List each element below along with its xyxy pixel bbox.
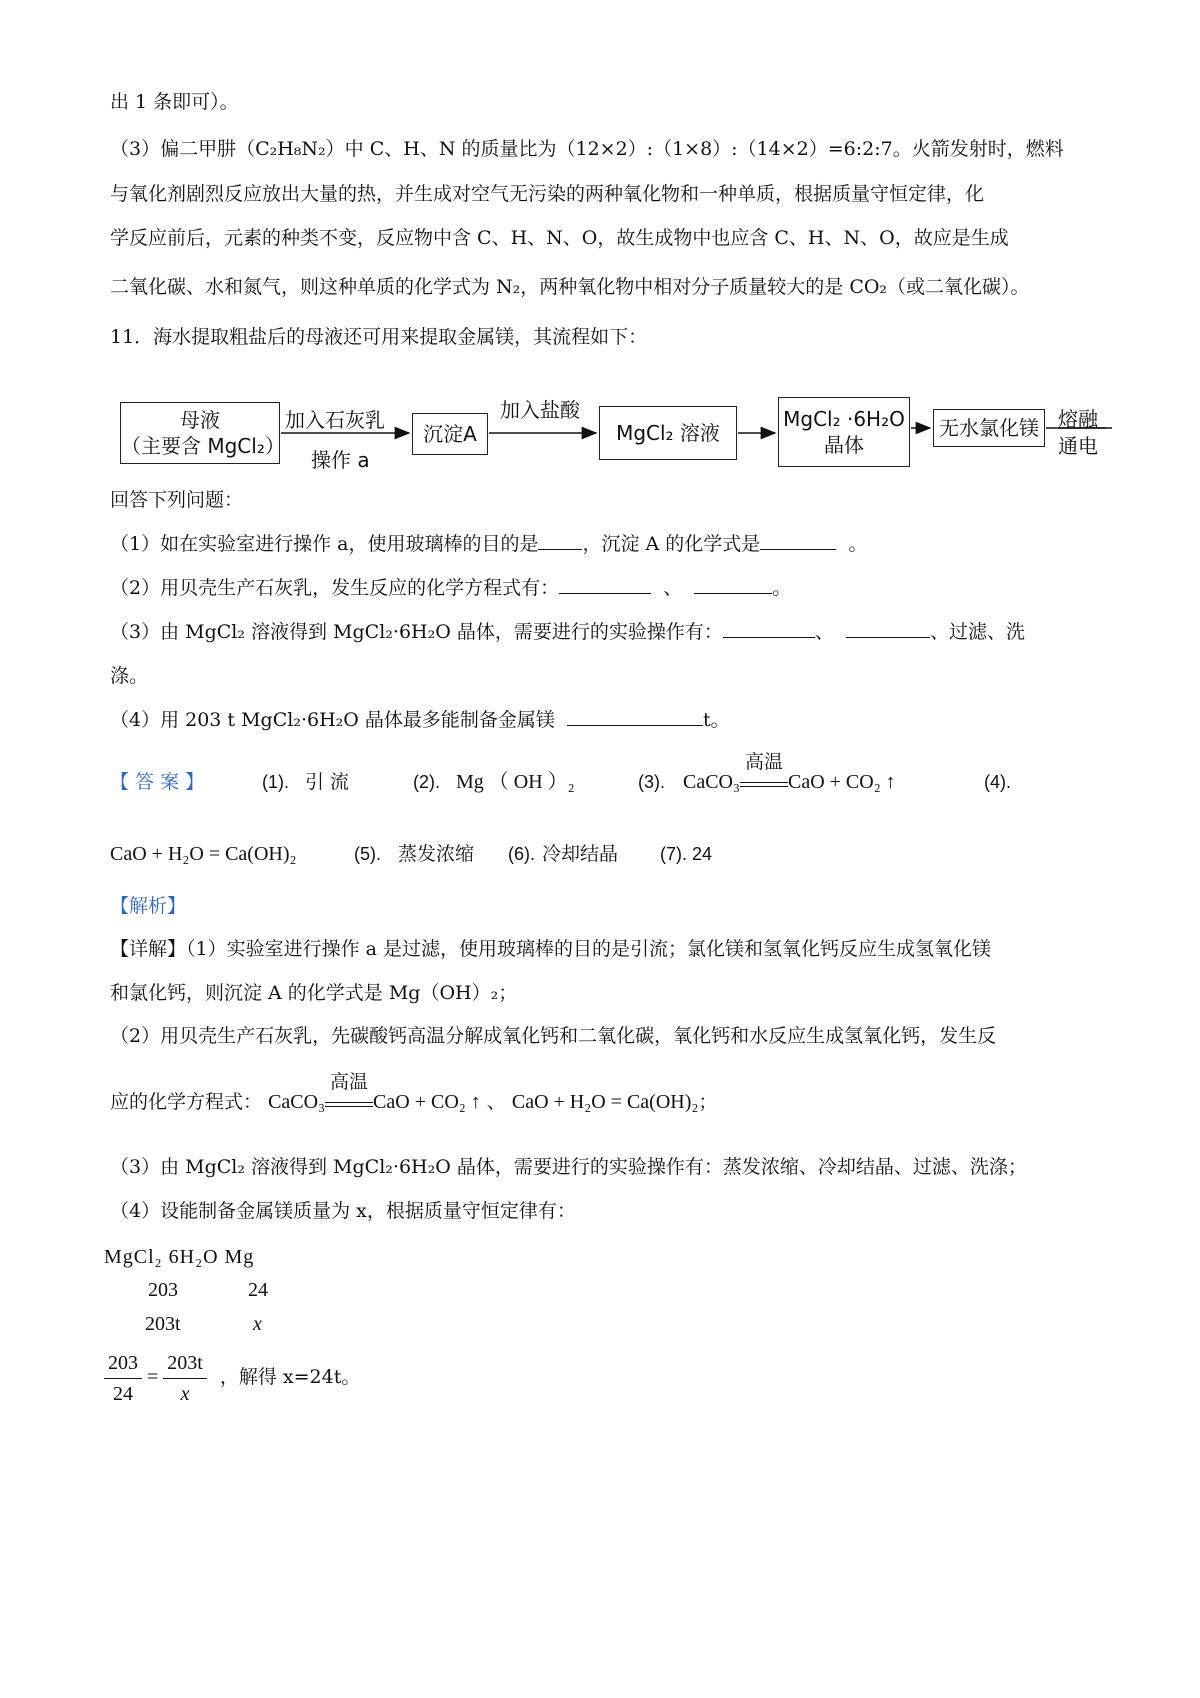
q2-blank-2[interactable] bbox=[694, 575, 772, 594]
flow-box-mother-liquor-note: （主要含 MgCl₂） bbox=[121, 434, 285, 458]
answer-6: 冷却结晶 bbox=[542, 843, 619, 865]
calc-molar-mass-mgcl2: 203 bbox=[148, 1279, 178, 1301]
analysis-equation-2: CaO + H₂O = Ca(OH)₂ bbox=[511, 1091, 699, 1113]
fraction-2-numerator: 203t bbox=[163, 1348, 207, 1379]
question-part-2 bbox=[110, 574, 791, 602]
prev-answer-line-5: 二氧化碳、水和氮气，则这种单质的化学式为 N₂，两种氧化物中相对分子质量较大的是 CO₂（或二氧化碳）。 bbox=[110, 276, 1030, 298]
answer-3-right: CaO + CO₂ ↑ bbox=[787, 771, 896, 793]
calc-molar-mass-mg: 24 bbox=[248, 1279, 268, 1301]
analysis-eq1-equals-sign bbox=[325, 1072, 373, 1113]
question-part-3 bbox=[110, 618, 1025, 646]
answer-4-equation: CaO + H₂O = Ca(OH)₂ bbox=[110, 843, 297, 865]
answer-3-equation bbox=[683, 752, 896, 796]
q3-text-a: （3）由 MgCl₂ 溶液得到 MgCl₂·6H₂O 晶体，需要进行的实验操作有： bbox=[110, 621, 723, 643]
fraction-1-denominator: 24 bbox=[113, 1383, 133, 1405]
q4-blank[interactable] bbox=[567, 707, 703, 726]
q3-blank-1[interactable] bbox=[723, 619, 815, 638]
prev-answer-line-3: 与氧化剂剧烈反应放出大量的热，并生成对空气无污染的两种氧化物和一种单质，根据质量守恒定律，化 bbox=[110, 183, 985, 205]
answer-7: (7). 24 bbox=[660, 844, 713, 864]
analysis-label: 【解析】 bbox=[110, 895, 187, 917]
analysis-eq1-condition: 高温 bbox=[330, 1072, 369, 1094]
prev-answer-line-2: （3）偏二甲肼（C₂H₈N₂）中 C、H、N 的质量比为（12×2）:（1×8）:（14×2）=6:2:7。火箭发射时，燃料 bbox=[110, 138, 1064, 160]
flow-box-precipitate-a-label: 沉淀A bbox=[423, 422, 477, 446]
q2-text-a: （2）用贝壳生产石灰乳，发生反应的化学方程式有： bbox=[110, 577, 560, 599]
answer-2: Mg （ OH ）₂ bbox=[456, 771, 575, 793]
analysis-part-1-text: （1）实验室进行操作 a 是过滤，使用玻璃棒的目的是引流；氯化镁和氢氧化钙反应生成氢氧化镁 bbox=[186, 938, 992, 960]
flow-box-mgcl2-solution-label: MgCl₂ 溶液 bbox=[616, 421, 720, 445]
answer-row bbox=[110, 752, 1070, 796]
answer-3-equals-sign bbox=[740, 752, 788, 793]
calc-proportion bbox=[104, 1348, 360, 1409]
flow-box-mgcl2-solution bbox=[599, 406, 737, 460]
prev-answer-line-1: 出 1 条即可）。 bbox=[110, 91, 239, 113]
q1-text-a: （1）如在实验室进行操作 a，使用玻璃棒的目的是 bbox=[110, 533, 539, 555]
answer-num-3: (3). bbox=[638, 772, 665, 792]
answer-5: 蒸发浓缩 bbox=[398, 843, 475, 865]
q2-text-c: 。 bbox=[772, 577, 792, 599]
q2-text-b: 、 bbox=[663, 577, 683, 599]
flow-box-mgcl2-hydrate-crystal-label: 晶体 bbox=[824, 433, 864, 457]
flow-label-electrolysis: 通电 bbox=[1058, 434, 1098, 458]
analysis-detail-label: 【详解】 bbox=[110, 938, 187, 960]
analysis-equation-1 bbox=[268, 1072, 481, 1113]
analysis-eq-end: ； bbox=[698, 1091, 718, 1113]
flow-box-mgcl2-hydrate-formula: MgCl₂ ·6H₂O bbox=[783, 407, 905, 431]
analysis-eq1-right: CaO + CO₂ ↑ bbox=[373, 1091, 481, 1113]
analysis-part-3: （3）由 MgCl₂ 溶液得到 MgCl₂·6H₂O 晶体，需要进行的实验操作有：蒸发浓缩、冷却结晶、过滤、洗涤； bbox=[110, 1156, 1027, 1178]
answer-label: 【 答 案 】 bbox=[110, 771, 205, 793]
flow-label-operation-a: 操作 a bbox=[311, 448, 370, 472]
answer-num-6: (6). bbox=[508, 844, 535, 864]
answer-num-5: (5). bbox=[354, 844, 381, 864]
flow-box-mother-liquor bbox=[120, 402, 285, 464]
answer-3-left: CaCO₃ bbox=[683, 771, 740, 793]
flow-label-add-lime-milk: 加入石灰乳 bbox=[285, 408, 385, 432]
analysis-part-1-cont: 和氯化钙，则沉淀 A 的化学式是 Mg（OH）₂； bbox=[110, 982, 518, 1004]
q3-text-b: 、 bbox=[814, 621, 834, 643]
analysis-part-2-pre: 应的化学方程式： bbox=[110, 1091, 263, 1113]
calc-given-mass: 203t bbox=[145, 1313, 181, 1335]
fraction-1-numerator: 203 bbox=[104, 1348, 142, 1379]
flow-box-anhydrous-mgcl2-label: 无水氯化镁 bbox=[939, 416, 1039, 440]
flow-box-mother-liquor-title: 母液 bbox=[180, 408, 220, 432]
flow-box-mgcl2-hydrate-crystal bbox=[778, 397, 910, 467]
calc-relation-row: MgCl₂ 6H₂O Mg bbox=[104, 1246, 255, 1268]
fraction-1 bbox=[104, 1348, 142, 1409]
q1-blank-1[interactable] bbox=[538, 531, 582, 550]
analysis-part-1 bbox=[110, 935, 991, 963]
question-prompt: 回答下列问题： bbox=[110, 489, 244, 511]
answer-row-2 bbox=[110, 840, 910, 868]
proportion-equals: = bbox=[147, 1366, 159, 1389]
analysis-part-2-equations bbox=[110, 1072, 718, 1116]
q1-text-c: 。 bbox=[848, 533, 868, 555]
flow-label-melt: 熔融 bbox=[1058, 407, 1098, 431]
analysis-eq1-left: CaCO₃ bbox=[268, 1091, 326, 1113]
answer-3-condition: 高温 bbox=[744, 752, 783, 774]
analysis-part-2: （2）用贝壳生产石灰乳，先碳酸钙高温分解成氧化钙和二氧化碳，氧化钙和水反应生成氢氧化钙，发生反 bbox=[110, 1025, 997, 1047]
fraction-2 bbox=[163, 1348, 207, 1409]
analysis-eq-separator: 、 bbox=[486, 1091, 506, 1113]
answer-num-1: (1). bbox=[262, 772, 289, 792]
q4-text-b: t。 bbox=[702, 709, 730, 731]
answer-num-2: (2). bbox=[413, 772, 440, 792]
q3-blank-2[interactable] bbox=[846, 619, 930, 638]
question-part-4 bbox=[110, 706, 730, 734]
fraction-2-denominator: x bbox=[180, 1383, 190, 1405]
question-stem: 11．海水提取粗盐后的母液还可用来提取金属镁，其流程如下： bbox=[110, 326, 648, 348]
q1-blank-2[interactable] bbox=[760, 531, 836, 550]
analysis-part-4: （4）设能制备金属镁质量为 x，根据质量守恒定律有： bbox=[110, 1200, 576, 1222]
answer-num-4: (4). bbox=[984, 772, 1011, 792]
prev-answer-line-4: 学反应前后，元素的种类不变，反应物中含 C、H、N、O，故生成物中也应含 C、H、N、O，故应是生成 bbox=[110, 227, 1009, 249]
flow-box-anhydrous-mgcl2 bbox=[933, 409, 1045, 447]
q4-text-a: （4）用 203 t MgCl₂·6H₂O 晶体最多能制备金属镁 bbox=[110, 709, 555, 731]
question-part-1 bbox=[110, 530, 867, 558]
q1-text-b: ，沉淀 A 的化学式是 bbox=[582, 533, 761, 555]
flow-box-precipitate-a bbox=[412, 413, 488, 455]
calc-unknown-x: x bbox=[253, 1313, 262, 1335]
calc-result: ，解得 x=24t。 bbox=[219, 1366, 361, 1389]
question-part-3-cont: 涤。 bbox=[110, 665, 149, 687]
q2-blank-1[interactable] bbox=[559, 575, 651, 594]
answer-1: 引 流 bbox=[305, 771, 350, 793]
q3-text-c: 、过滤、洗 bbox=[929, 621, 1025, 643]
flow-label-add-hydrochloric-acid: 加入盐酸 bbox=[500, 398, 580, 422]
